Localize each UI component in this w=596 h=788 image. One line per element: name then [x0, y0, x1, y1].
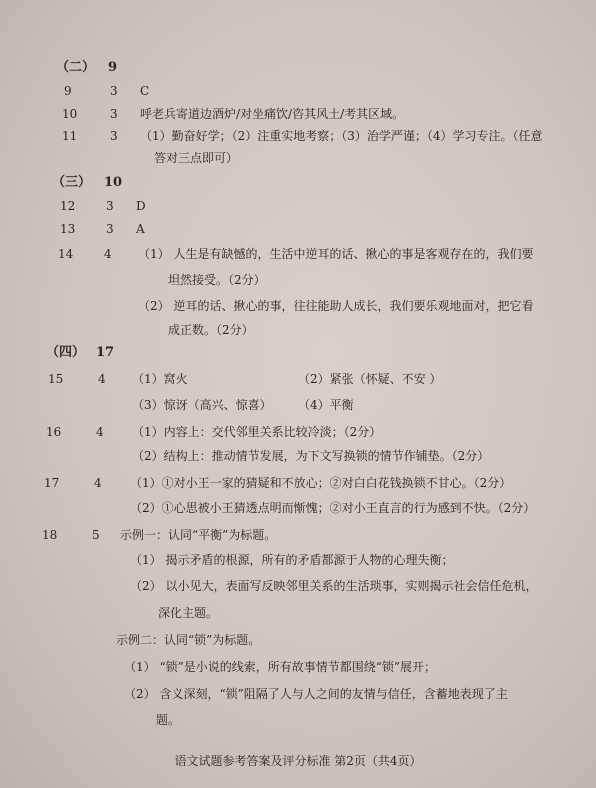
- question-points: 3: [106, 222, 114, 236]
- answer-line: （1） “锁”是小说的线索，所有故事情节都围绕“锁”展开；: [124, 660, 436, 674]
- answer-text: 呼老兵寄道边酒炉/对坐痛饮/咨其风土/考其区域。: [140, 107, 405, 121]
- answer-text: C: [140, 84, 150, 98]
- question-number: 15: [48, 372, 64, 386]
- answer-line: （2） 含义深刻，“锁”阻隔了人与人之间的友情与信任，含蓄地表现了主: [124, 687, 508, 701]
- answer-continuation: 深化主题。: [158, 606, 219, 620]
- answer-line: 示例二：认同“锁”为标题。: [116, 633, 261, 647]
- question-number: 13: [60, 222, 76, 236]
- question-points: 3: [106, 199, 114, 213]
- question-number: 18: [42, 528, 58, 542]
- page-footer: 语文试题参考答案及评分标准 第2页（共4页）: [174, 754, 422, 768]
- question-points: 3: [110, 84, 118, 98]
- answer-text: A: [136, 222, 145, 236]
- section-label: （三）: [52, 175, 92, 190]
- section-label: （二）: [56, 60, 96, 75]
- answer-line: （1） 揭示矛盾的根源，所有的矛盾都源于人物的心理失衡；: [130, 553, 454, 567]
- answer-item: （3）惊讶（高兴、惊喜）: [132, 398, 272, 412]
- question-points: 3: [110, 107, 118, 121]
- answer-text: （1）①对小王一家的猜疑和不放心；②对白白花钱换锁不甘心。（2分）: [130, 476, 512, 490]
- answer-text: 示例一：认同“平衡”为标题。: [120, 528, 277, 542]
- question-points: 4: [94, 476, 102, 490]
- section-score: 10: [104, 175, 123, 190]
- answer-continuation: 坦然接受。（2分）: [168, 273, 266, 287]
- section-label: （四）: [46, 345, 86, 360]
- question-number: 11: [62, 129, 78, 143]
- question-points: 5: [92, 528, 100, 542]
- question-number: 17: [44, 476, 60, 490]
- question-number: 14: [58, 247, 74, 261]
- answer-line: （2）结构上：推动情节发展，为下文写换锁的情节作铺垫。（2分）: [132, 449, 490, 463]
- question-points: 4: [104, 247, 112, 261]
- answer-continuation: 成正数。（2分）: [168, 323, 254, 337]
- answer-item: （2）紧张（怀疑、不安 ）: [298, 372, 442, 386]
- answer-line: （2） 逆耳的话、揪心的事，往往能助人成长，我们要乐观地面对，把它看: [138, 299, 534, 313]
- question-points: 3: [110, 129, 118, 143]
- section-score: 9: [108, 60, 118, 75]
- answer-continuation: 题。: [156, 713, 181, 727]
- answer-text: （1） 人生是有缺憾的，生活中逆耳的话、揪心的事是客观存在的，我们要: [138, 247, 534, 261]
- question-points: 4: [96, 425, 104, 439]
- question-number: 10: [62, 107, 78, 121]
- answer-line: （2）①心思被小王猜透点明而惭愧；②对小王直言的行为感到不快。（2分）: [130, 501, 536, 515]
- answer-item: （1）窝火: [132, 372, 188, 386]
- answer-text: D: [136, 199, 146, 213]
- question-number: 16: [46, 425, 62, 439]
- section-score: 17: [96, 345, 115, 360]
- answer-text: （1）勤奋好学；（2）注重实地考察；（3）治学严谨；（4）学习专注。（任意: [140, 129, 543, 143]
- answer-line: （2） 以小见大，表面写反映邻里关系的生活琐事，实则揭示社会信任危机，: [130, 579, 538, 593]
- answer-item: （4）平衡: [298, 398, 354, 412]
- question-points: 4: [98, 372, 106, 386]
- question-number: 12: [60, 199, 76, 213]
- question-number: 9: [64, 84, 72, 98]
- answer-text: （1）内容上：交代邻里关系比较冷淡；（2分）: [132, 425, 382, 439]
- answer-continuation: 答对三点即可）: [154, 151, 239, 165]
